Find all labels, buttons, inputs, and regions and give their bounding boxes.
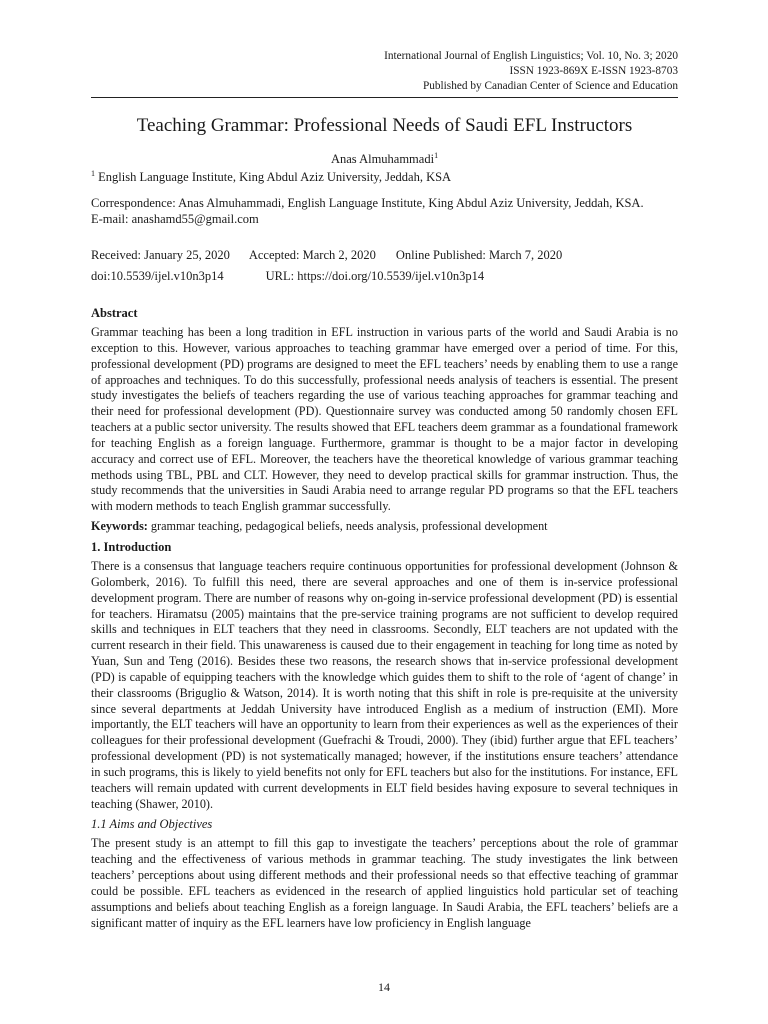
- doi-link[interactable]: doi:10.5539/ijel.v10n3p14: [91, 269, 224, 283]
- accepted-date: Accepted: March 2, 2020: [248, 248, 376, 262]
- email-line: [91, 211, 678, 227]
- email-label: E-mail:: [91, 212, 132, 226]
- affiliation-marker: 1: [91, 168, 95, 178]
- email-link[interactable]: anashamd55@gmail.com: [131, 212, 259, 226]
- journal-issn: ISSN 1923-869X E-ISSN 1923-8703: [509, 65, 678, 77]
- article-page: [91, 40, 678, 1000]
- article-title: Teaching Grammar: Professional Needs of Saudi EFL Instructors: [136, 115, 633, 136]
- abstract-text: Grammar teaching has been a long tradition in EFL instruction in various parts of the world and Saudi Arabia is no exception to this. However, various approaches to teaching grammar have emerged over a period of time. For this, professional development (PD) programs are designed to meet the EFL teachers’ needs by enabling them to use a range of approaches and techniques. To do this successfully, professional needs analysis of teachers is essential. The present study investigates the beliefs of teachers regarding the use of various teaching approaches for grammar teaching and their need for professional development (PD). Questionnaire survey was conducted among 50 randomly chosen EFL teachers at a public sector university. The results showed that EFL teachers deem grammar as a foundational framework for teaching English as a foreign language. Furthermore, grammar is thought to be a major factor in developing accuracy and correct use of EFL. Moreover, the teachers have the theoretical knowledge of various grammar teaching methods using TBL, PBL and CLT. However, they need to develop practical skills for grammar instruction. Thus, the study recommends that the universities in Saudi Arabia need to arrange regular PD programs so that the EFL teachers with modern methods to teach English grammar successfully.: [91, 325, 678, 514]
- identifier-row: [91, 268, 678, 284]
- aims-heading: 1.1 Aims and Objectives: [91, 817, 213, 832]
- introduction-text: There is a consensus that language teachers require continuous opportunities for professional development (Johnson & Golomberk, 2016). To fulfill this need, there are several approaches and one of them is in-service professional development program. There are number of reasons why on-going in-service professional development (PD) is essential for teachers. Hiramatsu (2005) maintains that the pre-service training programs are not sufficient to develop required skills and techniques in ELT teachers that they need in classrooms. Secondly, ELT teachers are not updated with the current research in their field. This unawareness is caused due to their engagement in teaching for long time as noted by Yuan, Sun and Teng (2016). Besides these two reasons, the research shows that in-service professional development (PD) is capable of equipping teachers with the knowledge which guides them to shift to the role of ‘agent of change’ in their classrooms (Briguglio & Watson, 2014). It is worth noting that this shift in role is pre-requisite at the university since several departments at Jeddah University have introduced English as a medium of instruction (EMI). More importantly, the ELT teachers will have an opportunity to learn from their experiences as well as the experiences of their colleagues for their professional development (Guefrachi & Troudi, 2000). They (ibid) further argue that EFL teachers’ professional development (PD) is not systematically managed; however, if the institutions ensure teachers’ attendance in such programs, this is likely to yield benefits not only for EFL teachers but also for the institutions. For instance, EFL teachers will remain updated with current developments in ELT field besides having exposure to several techniques in teaching (Shawer, 2010).: [91, 558, 678, 811]
- correspondence-block: [91, 195, 678, 227]
- keywords-label: Keywords:: [91, 519, 148, 534]
- keywords-line: [91, 519, 678, 535]
- journal-publisher: Published by Canadian Center of Science and Education: [422, 80, 678, 92]
- aims-text: The present study is an attempt to fill this gap to investigate the teachers’ perceptions about the role of grammar teaching and the effectiveness of various methods in grammar teaching. The study investigates the link between teachers’ perceptions about using different methods and their professional needs so that effective teaching of grammar could be possible. EFL teachers as evidenced in the research of applied linguistics hold particular set of teaching assumptions and beliefs about teaching English as a foreign language. In Saudi Arabia, the EFL teachers’ beliefs are a significant matter of inquiry as the EFL learners have low proficiency in English language: [91, 836, 678, 930]
- author-line: [91, 151, 678, 167]
- page-number: 14: [378, 980, 390, 994]
- url-link[interactable]: URL: https://doi.org/10.5539/ijel.v10n3p14: [265, 269, 485, 283]
- author-affiliation-marker: 1: [434, 150, 439, 160]
- keywords-text: grammar teaching, pedagogical beliefs, needs analysis, professional development: [147, 519, 548, 534]
- affiliation: [91, 169, 678, 185]
- journal-header: [91, 49, 678, 94]
- publication-dates: [91, 247, 678, 263]
- received-date: Received: January 25, 2020: [91, 248, 230, 262]
- journal-citation: International Journal of English Linguistics; Vol. 10, No. 3; 2020: [384, 50, 678, 62]
- published-date: Online Published: March 7, 2020: [395, 248, 563, 262]
- introduction-heading: 1. Introduction: [91, 539, 172, 554]
- author-name: Anas Almuhammadi: [330, 152, 435, 166]
- correspondence-text: Correspondence: Anas Almuhammadi, English Language Institute, King Abdul Aziz University, Jeddah, KSA.: [91, 196, 644, 210]
- abstract-heading: Abstract: [91, 306, 138, 320]
- header-divider: [91, 97, 678, 98]
- affiliation-text: English Language Institute, King Abdul Aziz University, Jeddah, KSA: [95, 170, 452, 184]
